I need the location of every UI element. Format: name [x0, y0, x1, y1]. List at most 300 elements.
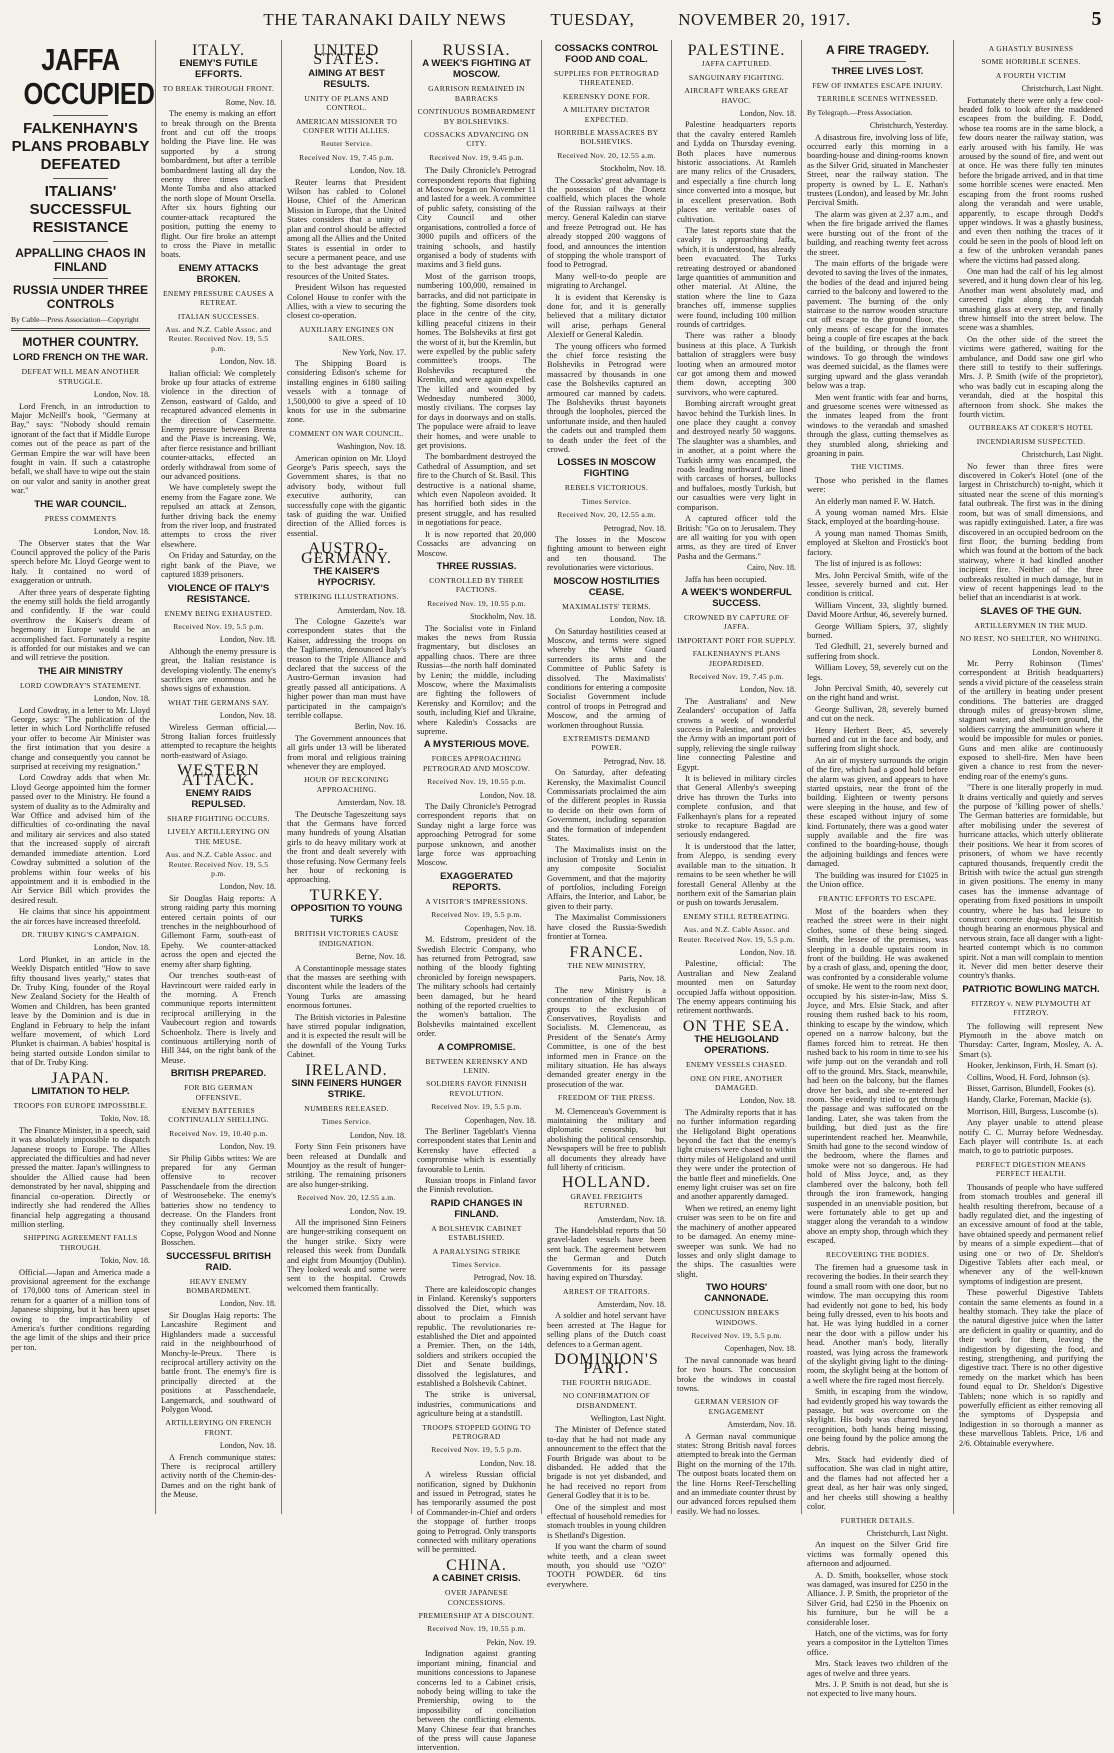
paragraph: The new Ministry is a concentration of the Republican groups to the exclusion of Conservatives, Royalists and Socialists. M. Clemenceau, as President of the Senate's Army Committee, is one of the best informed men in France on the military situation. He has always demanded greater energy in the prosecution of the war. — [547, 985, 666, 1089]
masthead-day: TUESDAY, — [550, 10, 635, 29]
service-line: Times Service. — [581, 496, 632, 506]
dateline: London, Nov. 18. — [739, 109, 796, 119]
paper-title: THE TARANAKI DAILY NEWS — [263, 10, 507, 29]
column-4 — [412, 40, 542, 1753]
dateline: Stockholm, Nov. 18. — [470, 612, 536, 622]
story-subhead: FURTHER DETAILS. — [840, 1515, 915, 1525]
dateline: London, Nov. 18. — [479, 1458, 536, 1468]
story-head: THE KAISER'S HYPOCRISY. — [313, 566, 380, 589]
story-subhead: INCENDIARISM SUSPECTED. — [976, 436, 1086, 446]
story-subhead: LIVELY ARTILLERYING ON THE MEUSE. — [167, 827, 270, 846]
paragraph: The Government announces that all girls under 13 will be liberated from moral and religious training whenever they are employed. — [287, 733, 406, 771]
paragraph: The main efforts of the brigade were devoted to saving the lives of the inmates, the bodies of the dead and injured being carried to the balcony and lowered to the pavement. The burning of the only staircase to the narrow wooden structure cut off escape to the ground floor, the only means of escape for the inmates being a couple of fire escapes at the back of the building, or through the front windows. To go through the windows was deemed suicidal, as the flames were surging upward and the glass verandah below was a trap. — [807, 258, 948, 391]
story-head: ENEMY RAIDS REPULSED. — [185, 788, 252, 810]
story-subhead: COSSACKS ADVANCING ON CITY. — [424, 130, 529, 149]
paragraph: It is believed in military circles that General Allenby's sweeping drive has thrown the Turks into complete confusion, and that Falkenhayn's plans for a repeated stroke to recapture Bagdad are seriously endangered. — [677, 774, 796, 840]
rule — [53, 278, 109, 279]
dateline: Christchurch, Last Night. — [1021, 450, 1103, 460]
received-line: Received Nov. 19, 10.55 p.m. — [427, 777, 526, 787]
paragraph: Sir Douglas Haig reports: The Lancashire Regiment and Highlanders made a successful raid in the neighbourhood of Monchy-le-Preux. There is reciprocal artillery activity on the battle front. The enemy's fire is principally directed at the positions at Passchendaele, Langemarck, and southward of Polygon Wood. — [161, 1310, 276, 1414]
story-subhead: FEW OF INMATES ESCAPE INJURY. — [812, 81, 943, 90]
story-subhead: FOR BIG GERMAN OFFENSIVE. — [184, 1083, 253, 1102]
dateline: Amsterdam, Nov. 18. — [597, 1299, 666, 1309]
advert: These powerful Digestive Tablets contain the same elements as found in a healthy stomach. They take the place of the natural digestive juice when the latter are deficient in quality or quantity, and do their work for them, leaving the indigestion by digesting the food, and resting, strengthening, and purifying the digestive tract. There is no other digestive remedy on the market which has been found equal to Dr. Sheldon's Digestive Tablets; none which is so rapidly and powerfully efficient as either removing all the symptoms of Dyspepsia and Indigestion in so thorough a manner as these marvellous Tablets. Price, 1/6 and 2/6. Obtainable everywhere. — [959, 1288, 1103, 1448]
story-subhead: STRIKING ILLUSTRATIONS. — [294, 592, 399, 602]
section-austro-germany: AUSTRO-GERMANY. — [301, 540, 392, 567]
paragraph: Bombing aircraft wrought great havoc behind the Turkish lines. In one place they caught a convoy and destroyed nearly 50 waggons. The slaughter was a shambles, and in another, at a point where the Turkish army was encamped, the roads leading northward are lined with carcases of horses, bullocks and buffaloes, mostly Turkish, but our casualties were very light in comparison. — [677, 399, 796, 512]
story-subhead: JAFFA CAPTURED. — [701, 59, 772, 69]
paragraph: On Friday and Saturday, on the right bank of the Piave, we captured 1839 prisoners. — [161, 551, 276, 580]
advert: One of the simplest and most effectual of household remedies for stomach troubles in young children is Shetland's Digestion. — [547, 1502, 666, 1540]
paragraph: "There is one literally properly in mud. It drains vertically and quietly and serves the purpose of 'killing power of shells.' The German batteries are formidable, but after mobilising under the severest of hurricane attacks, which utterly obliterate their positions. We hear it from scores of prisoners, of whom we have recently captured thousands, frequently credit the British with twice the actual gun strength in given positions. The enemy in many cases has the immense advantage of operating from fixed positions in unspoilt country, where he has had leisure to construct concrete dug-outs. The British though bearing an enormous physical and nervous strain, face all danger with a light-hearted contempt which is no common spirit. Not a man will complain to mention it. Never did men better deserve their country's thanks. — [959, 783, 1103, 981]
story-head: MOSCOW HOSTILITIES CEASE. — [553, 575, 660, 598]
section-japan: JAPAN. — [51, 1069, 110, 1087]
column-5 — [542, 40, 672, 1589]
paragraph: Official.—Japan and America made a provisional agreement for the exchange of 170,000 tons of American steel in return for a quarter of a million tons of Japanese shipping, but it has been upset owing to the impracticability of America's further conditions regarding the age limit of the ships and their price per ton. — [11, 1267, 150, 1352]
dateline: Petrograd, Nov. 18. — [603, 756, 666, 766]
masthead-date: NOVEMBER 20, 1917. — [678, 10, 851, 29]
story-head: BRITISH PREPARED. — [170, 1068, 267, 1080]
story-subhead: KERENSKY DONE FOR. — [562, 91, 651, 101]
story-subhead: PRESS COMMENTS — [44, 513, 117, 523]
paragraph: Ted Gledhill, 21, severely burned and suffering from shock. — [807, 642, 948, 661]
paragraph: American opinion on Mr. Lloyd George's Paris speech, says the Government shares, is that no advisory body, without full executive authority, can successfully cope with the gigantic task of guiding the war. Unified direction of the Allied forces is essential. — [287, 453, 406, 538]
story-subhead: A PARALYSING STRIKE — [432, 1246, 521, 1256]
story-subhead: OUTBREAKS AT COKER'S HOTEL — [969, 423, 1093, 433]
story-head-slaves: SLAVES OF THE GUN. — [980, 605, 1082, 617]
story-subhead: GARRISON REMAINED IN BARRACKS — [428, 84, 525, 103]
section-mother-country: MOTHER COUNTRY. — [22, 335, 139, 350]
paragraph: Collins, Wood, H. Ford, Johnson (s). — [967, 1072, 1090, 1082]
dateline: Wellington, Last Night. — [590, 1413, 666, 1423]
paragraph: The latest reports state that the cavalry is approaching Jaffa, which, it is understood, has already been evacuated. The Turks retreating destroyed or abandoned large quantities of ammunition and other material. At Altine, the station where the line to Gaza branches off, immense supplies were found, including 100 million rounds of cartridges. — [677, 225, 796, 329]
dateline: London, Nov. 18. — [219, 635, 276, 645]
service-line: Reuter Service. — [320, 139, 373, 149]
story-subhead: ENEMY STILL RETREATING. — [683, 911, 790, 921]
paragraph: We have completely swept the enemy from the Fagare zone. We repulsed an attack at Zenson, further driving back the enemy from the river loop, and frustrated attempts to cross the river elsewhere. — [161, 483, 276, 549]
page-number: 5 — [1091, 8, 1102, 30]
story-head: THREE LIVES LOST. — [831, 66, 924, 77]
story-subhead: AUXILIARY ENGINES ON SAILORS. — [299, 324, 394, 344]
received-line: Received Nov. 19, 10.55 p.m. — [427, 1624, 526, 1634]
dateline: London, Nov. 18. — [739, 947, 796, 957]
story-subhead: CONTINUOUS BOMBARDMENT BY BOLSHEVIKS. — [417, 107, 536, 126]
section-turkey: TURKEY. — [309, 886, 384, 904]
paragraph: M. Clemenceau's Government is maintaining the military and diplomatic censorship, but abolishing the political censorship. Newspapers will be free to publish all documents they already have full liberty of criticism. — [547, 1106, 666, 1173]
section-italy: ITALY. — [191, 42, 246, 59]
story-subhead: AMERICAN MISSIONER TO CONFER WITH ALLIES. — [295, 116, 398, 136]
story-head: SUCCESSFUL BRITISH RAID. — [166, 1250, 271, 1273]
received-line: Received Nov. 20, 12.55 a.m. — [557, 150, 656, 160]
dateline: London, Nov. 18. — [479, 790, 536, 800]
paragraph: Mrs. Stack had evidently died of suffocation. She was clad in night attire, and the flames had not affected her a great deal, as her hair was only singed, and her cheeks still showing a healthy color. — [807, 1455, 948, 1512]
column-7 — [802, 40, 954, 1699]
rule — [53, 115, 109, 116]
story-subhead: ONE ON FIRE, ANOTHER DAMAGED. — [690, 1073, 783, 1092]
story-subhead: CONTROLLED BY THREE FACTIONS. — [429, 575, 524, 595]
story-subhead: RECOVERING THE BODIES. — [825, 1249, 930, 1259]
story-head: THREE RUSSIAS. — [436, 560, 517, 572]
dateline: London, Nov. 19. — [349, 1206, 406, 1216]
story-subhead: HOUR OF RECKONING APPROACHING. — [304, 775, 389, 794]
paragraph: Many well-to-do people are migrating to Archangel. — [547, 271, 666, 291]
story-subhead: AIRCRAFT WREAKS GREAT HAVOC. — [684, 86, 789, 105]
paragraph: The Finance Minister, in a speech, said it was absolutely impossible to dispatch Japanese troops to Europe. The Allies appreciated the difficulties and had never pressed the matter. Japan's willingness to shoulder the Allied cause had been demonstrated by her naval, shipping and financial co-operation. Directly or indirectly she had rendered the Allies financial help aggregating a thousand million sterling. — [11, 1125, 150, 1229]
dateline: Cairo, Nov. 18. — [746, 563, 796, 573]
story-head: COSSACKS CONTROL FOOD AND COAL. — [554, 43, 659, 65]
paragraph: It is evident that Kerensky is done for, and it is generally believed that a military dictator will arise, perhaps General Alexieff or General Kaledin. — [547, 292, 666, 340]
story-subhead: PREMIERSHIP AT A DISCOUNT. — [418, 1611, 535, 1621]
paragraph: Men went frantic with fear and burns, and gruesome scenes were witnessed as the inmates leaped from the front windows to the verandah and smashed through the glass, cutting themselves as they stumbled along, shrieking and groaning in pain. — [807, 392, 948, 459]
story-head: A WEEK'S WONDERFUL SUCCESS. — [681, 586, 792, 609]
dateline: Amsterdam, Nov. 18. — [597, 1214, 666, 1224]
subhead-falkenhayn: FALKENHAYN'S PLANS PROBABLY DEFEATED — [11, 120, 150, 173]
story-subhead: FORCES APPROACHING PETROGRAD AND MOSCOW. — [422, 754, 531, 773]
paragraph: A young woman named Mrs. Elsie Stack, employed at the boarding-house. — [807, 508, 948, 527]
paragraph: An elderly man named F. W. Hatch. — [815, 496, 936, 506]
story-subhead: FITZROY v. NEW PLYMOUTH AT FITZROY. — [971, 998, 1091, 1018]
paragraph: Lord Plunket, in an article in the Weekly Dispatch entitled "How to save fifty thousand lives yearly," states that Dr. Truby King, founder of the Royal New Zealand Society for the Health of Women and Children, has been granted leave by the Dominion and is due in England in February to help the infant welfare movement, of which Lord Plunket is chairman. A babies' hospital is being started outside London similar to that of Dr. Truby King. — [11, 954, 150, 1068]
paragraph: A soldier and hotel servant have been arrested at The Hague for selling plans of the Dutch coast defences to a German agent. — [547, 1311, 666, 1349]
story-subhead: LORD COWDRAY'S STATEMENT. — [19, 680, 142, 690]
story-subhead: FRANTIC EFFORTS TO ESCAPE. — [818, 893, 937, 903]
dateline: London, Nov. 18. — [219, 1441, 276, 1451]
rule — [53, 241, 109, 242]
main-headline: JAFFA OCCUPIED — [23, 42, 155, 111]
received-line: Aus. and N.Z. Cable Assoc. and Reuter. Received Nov. 19, 5.5 p.m. — [165, 324, 272, 353]
paragraph: There was rather a bloody business at this place. A Turkish battalion of stragglers were busy looting when an armoured motor car got among them and mowed them down, accepting 300 survivors, who were captured. — [677, 331, 796, 397]
paragraph: On Saturday hostilities ceased at Moscow, and terms were signed whereby the White Guard surrenders its arms and the Committee of Public Safety is dissolved. The Maximalists' conditions for entering a composite Socialist Government include control of troops in Petrograd and Moscow, and the arming of workmen throughout Russia. — [547, 626, 666, 730]
paragraph: George Sullivan, 28, severely burned and cut on the neck. — [807, 704, 948, 724]
paragraph: The Minister of Defence stated to-day that he had not made any announcement to the effect that the Fourth Brigade was about to be disbanded. He added that the brigade is not yet disbanded, and he had received no report from General Godley that it is to be. — [547, 1425, 666, 1501]
story-head: ENEMY ATTACKS BROKEN. — [178, 262, 259, 285]
story-subhead: ARREST OF TRAITORS. — [563, 1286, 650, 1296]
story-subhead: BRITISH VICTORIES CAUSE INDIGNATION. — [294, 929, 399, 948]
paragraph: A Constantinople message states that the masses are seething with discontent while the leaders of the Young Turks are amassing enormous fortunes. — [287, 963, 406, 1011]
paragraph: Mr. Perry Robinson (Times' correspondent at British headquarters) sends a vivid picture of the ceaseless strain of the artillery in beating under present conditions. The batteries are dragged through miles of greasy-brown slime, stagnant water, and shell-torn ground, the soldiers carrying the ammunition where it would be impossible for mules or ponies. Guns and men alike are continuously exposed to shell-fire. Men have been given a chance to rest from the never-ending roar of the enemy's guns. — [959, 658, 1103, 781]
story-subhead: DR. TRUBY KING'S CAMPAIGN. — [21, 929, 140, 939]
section-palestine: PALESTINE. — [687, 42, 786, 59]
dateline: London, Nov. 18. — [93, 390, 150, 400]
paragraph: Fortunately there were only a few cool-headed folk to look after the maddened escapees from the building. F. Dodd, whose tea rooms are in the same block, a few doors nearer the railway station, was early aroused with his family. He was aroused by the sound of fire, and went out at once. He was there fully ten minutes before the brigade arrived, and in that time some horrible scenes were enacted. Men escaping from the front rooms rushed along the verandah and were unable, apparently, to escape through Dodd's upper windows. It was a ghastly business, and even then nothing the traces of it could be seen in the pools of blood left on a few of the unbroken verandah panes where the victims had passed along. — [959, 95, 1103, 265]
story-subhead: FREEDOM OF THE PRESS. — [558, 1093, 655, 1103]
paragraph: No fewer than three fires were discovered in Coker's Hotel (one of the largest in Christchurch) to-night, which it situated near the scene of this morning's fatal outbreak. The first was in the dining room, but was of small dimensions, and was rapidly extinguished. Later, a fire was discovered in an occupied bedroom on the first floor, the burning bedding from which was found at the bottom of the back stairway, where it had kindled another incipient fire. Neither of the three outbreaks resulted in much damage, but in view of recent happenings lead to the belief that an incendiarist is at work. — [959, 461, 1103, 603]
paragraph: The alarm was given at 2.37 a.m., and when the fire brigade arrived the flames were bursting out of the front of the building, and reaching twenty feet across the street. — [807, 209, 948, 257]
paragraph: Those who perished in the flames were: — [807, 475, 948, 495]
column-2 — [156, 40, 282, 1514]
paragraph: The following will represent New Plymouth in the above match on Thursday: Carter, Ingram, Mosley, A. A. Smart (s). — [959, 1021, 1103, 1059]
story-subhead: TROOPS FOR EUROPE IMPOSSIBLE. — [13, 1101, 148, 1111]
received-line: Received Nov. 20, 12.55 a.m. — [557, 510, 656, 520]
paragraph: Most of the garrison troops, numbering 100,000, remained in barracks, and did not participate in the fighting. Some disorders took place in the centre of the city, killing peaceful citizens in their homes. The Bolsheviks at first got the worst of it, but the Kremlin, but were expelled by the public safety committee's troops. The Bolsheviks recaptured the Kremlin, and were again expelled. The killed and wounded by Wednesday numbered 3000, mostly civilians. The corpses lay for days in doorways and on stalls. The populace were afraid to leave their homes, and were unable to get provisions. — [417, 271, 536, 451]
story-subhead: SHIPPING AGREEMENT FALLS THROUGH. — [23, 1233, 138, 1252]
byline: By Cable—Press Association—Copyright — [11, 315, 139, 324]
paragraph: Handy, Clarke, Foreman, Mackie (s). — [967, 1095, 1092, 1105]
dateline: Washington, Nov. 18. — [336, 442, 406, 452]
story-subhead: A FOURTH VICTIM — [995, 70, 1067, 80]
dateline: Pekin, Nov. 19. — [486, 1637, 536, 1647]
story-subhead: HORRIBLE MASSACRES BY BOLSHEVIKS. — [554, 128, 659, 147]
paragraph: The Daily Chronicle's Petrograd correspondent reports that fighting at Moscow began on November 11 and lasted for a week. A committee of public safety, consisting of the City Council and other organisations, controlled a force of 3000 pupils and officers of the training schools, and hastily organised a body of students with maxims and 3 field guns. — [417, 166, 536, 270]
paragraph: Henry Herbert Beer, 45, severely burned and cut in the face and body, and suffering from slight shock. — [807, 725, 948, 754]
service-line: Times Service. — [321, 1117, 372, 1127]
rule — [53, 178, 109, 179]
paragraph: A. D. Smith, bookseller, whose stock was damaged, was insured for £250 in the Alliance. J. P. Smith, the proprietor of the Silver Grid, had £250 in the Phoenix on his furniture, but he will be a considerable loser. — [807, 1570, 948, 1627]
paragraph: A disastrous fire, involving loss of life, occurred early this morning in a boarding-house and dining-rooms known as the Silver Grid, situated in Manchester Street, near the railway station. The property is owned by L. E. Nathan's trustees (London), and leased by Mr. John Percival Smith. — [807, 132, 948, 208]
received-line: Received Nov. 19, 7.45 p.m. — [689, 671, 784, 681]
dateline: London, Nov. 18. — [93, 694, 150, 704]
dateline: Christchurch, Last Night. — [1021, 84, 1103, 94]
dateline: Tokio, Nov. 18. — [100, 1114, 150, 1124]
paragraph: The losses in the Moscow fighting amount to between eight and ten thousand. The revolutionaries were victorious. — [547, 535, 666, 573]
story-head: LORD FRENCH ON THE WAR. — [12, 352, 149, 364]
paragraph: The bombardment destroyed the Cathedral of Assumption, and set fire to the Church of St. Basil. This destructive is a national shame, which even Napoleon avoided. It has horrified both sides in the present struggle, and has resulted in negotiations for peace. — [417, 452, 536, 528]
story-subhead: CONCUSSION BREAKS WINDOWS. — [693, 1308, 780, 1327]
story-subhead: ENEMY BATTERIES CONTINUALLY SHELLING. — [168, 1105, 269, 1125]
paragraph: An air of mystery surrounds the origin of the fire, which had a good hold before the alarm was given, and appears to have started upstairs, near the front of the building. Eighteen or twenty persons were sleeping in the house, and few of these escaped without injury of some kind. Fortunately, there was a good water supply available and the fire was confined to the boarding-house, though the adjoining buildings and fences were damaged. — [807, 755, 948, 869]
paragraph: Forty Sinn Fein prisoners have been released at Dundalk and Mountjoy as the result of hunger-striking. The remaining prisoners are also hunger-striking. — [287, 1142, 406, 1189]
dateline: Amsterdam, Nov. 18. — [337, 605, 406, 615]
story-head: EXAGGERATED REPORTS. — [440, 870, 513, 893]
dateline: Berlin, Nov. 16. — [354, 722, 406, 732]
paragraph: Reuter learns that President Wilson has cabled to Colonel House, Chief of the American Mission in Europe, that the United States considers that a unity of plan and control should be affected among all the Allies and the United States is essential in order to secure a permanent peace, and use to the best advantage the great resources of the United States. — [287, 177, 406, 281]
story-subhead: ENEMY BEING EXHAUSTED. — [164, 608, 273, 618]
received-line: Aus. and N.Z. Cable Assoc. and Reuter. Received Nov. 19, 5.5 p.m. — [678, 925, 795, 944]
paragraph: Any player unable to attend please notify C. C. Murray before Wednesday. Each player will contribute 1s. at each match, to go to patriotic purposes. — [959, 1118, 1103, 1156]
dateline: London, Nov. 18. — [349, 1130, 406, 1140]
story-subhead: CROWNED BY CAPTURE OF JAFFA. — [684, 612, 789, 632]
received-line: Received Nov. 19, 7.45 p.m. — [299, 152, 394, 162]
story-head: RAPID CHANGES IN FINLAND. — [430, 1197, 523, 1220]
dateline: London, Nov. 18. — [739, 685, 796, 695]
paragraph: The Observer states that the War Council approved the policy of the Paris speech before Mr. Lloyd George went to Italy. It contained no word of exaggeration or untruth. — [11, 538, 150, 586]
received-line: Aus. and N.Z. Cable Assoc. and Reuter. Received Nov. 19, 5.5 p.m. — [165, 850, 272, 879]
dateline: Amsterdam, Nov. 18. — [727, 1420, 796, 1430]
dateline: Petrograd, Nov. 18. — [473, 1273, 536, 1283]
story-subhead: A GHASTLY BUSINESS — [988, 44, 1074, 53]
story-subhead: REBELS VICTORIOUS. — [564, 483, 649, 493]
paragraph: Russian troops in Finland favor the Finnish revolution. — [417, 1176, 536, 1195]
story-subhead: SUPPLIES FOR PETROGRAD THREATENED. — [554, 69, 659, 88]
story-head: VIOLENCE OF ITALY'S RESISTANCE. — [167, 582, 270, 605]
story-subhead: BETWEEN KERENSKY AND LENIN. — [425, 1056, 528, 1075]
dateline: Rome, Nov. 18. — [225, 97, 276, 107]
subhead-russia: RUSSIA UNDER THREE CONTROLS — [13, 283, 148, 311]
paragraph: Smith, in escaping from the window, had evidently groped his way towards the passage, but was overcome on the skylight. His body was charred beyond recognition, both hands being missing, one being found by the police among the debris. — [807, 1387, 948, 1453]
paragraph: Wireless German official.—Strong Italian forces fruitlessly attempted to recapture the heights north-eastward of Asiago. — [161, 722, 276, 760]
paragraph: The young officers who formed the chief force resisting the Bolsheviks in Petrograd were massacred by thousands in one case the Bolsheviks captured an armoured car manned by cadets. The Bolsheviks thrust bayonets through the loopholes, pierced the unfortunate inside, and then hauled the cadets out and trampled them to death under the feet of the crowd. — [547, 341, 666, 455]
dateline: Christchurch, Yesterday. — [869, 121, 948, 131]
dateline: Amsterdam, Nov. 18. — [337, 798, 406, 808]
story-head: A MYSTERIOUS MOVE. — [423, 739, 530, 751]
paragraph: William Lovey, 59, severely cut on the legs. — [807, 663, 948, 682]
story-subhead: DEFEAT WILL MEAN ANOTHER STRUGGLE. — [21, 367, 140, 386]
rule — [11, 328, 150, 331]
story-head: THE HELIGOLAND OPERATIONS. — [694, 1034, 779, 1057]
paragraph: Most of the boarders when they reached the street were in their night clothes, some of these being singed. Smith, the lessee of the premises, was sleeping in a double upstairs room in front of the building. He was awakened by a crash of glass, and, opening the door, was confronted by a considerable volume of smoke. He went to the room next door, occupied by his sister-in-law, Miss S. Joyce, and Mrs. Elsie Stack, and after rousing them rushed back to his room, thinking to escape by the window, which opened on a narrow balcony, but the flames forced him to retreat. He then rushed back to his room in time to see his wife jump out on the verandah and roll off to the ground. Mrs. Stack, meanwhile, had been on the balcony, but the flames drove her back, and she re-entered her room. She evidently tried to get through the passage and was suffocated on the landing. Later, she was taken from the building, but died just as the fire superintendent reached her. Meanwhile, Smith had gone to the second window of the bedroom, where the flames and smoke were not so dangerous. He had hold of Miss Joyce, and, as they clambered over the balcony, both fell through the iron framework, hanging suspended in an unenviable position, but were fortunately able to get up and stagger along the verandah to a window above an empty shop, through which they escaped. — [807, 906, 948, 1246]
section-china: CHINA. — [446, 1556, 507, 1574]
paragraph: The Maximalist Commissioners have closed the Russia-Swedish frontier at Tornea. — [547, 913, 666, 942]
section-western-attack: WESTERN ATTACK. — [177, 762, 260, 789]
paragraph: A captured officer told the British: "Go on to Jerusalem. They are all waiting for you with open arms, as they are tired of Enver Pasha and the Germans." — [677, 514, 796, 561]
story-subhead: GERMAN VERSION OF ENGAGEMENT — [694, 1397, 779, 1416]
paragraph: The Admiralty reports that it has no further information regarding the Heligoland Bight operations beyond the fact that the enemy's light cruisers were chased to within thirty miles of Heligoland and until they were under the protection of the battle fleet and minefields. One enemy light cruiser was set on fire and another apparently damaged. — [677, 1107, 796, 1202]
paragraph: The Daily Chronicle's Petrograd correspondent reports that on Sunday night a large force was approaching Petrograd for some purpose unknown, and another large force was approaching Moscow. — [417, 802, 536, 868]
paragraph: He claims that since his appointment the air forces have increased threefold. — [11, 907, 150, 926]
story-subhead: SHARP FIGHTING OCCURS. — [167, 814, 270, 823]
column-6 — [672, 40, 802, 1514]
story-subhead: ARTILLERYING ON FRENCH FRONT. — [165, 1418, 272, 1437]
story-subhead: ENEMY PRESSURE CAUSES A RETREAT. — [162, 288, 275, 308]
paragraph: Although the enemy pressure is great, the Italian resistance is developing violently. The enemy's sacrifices are enormous and he shows signs of exhaustion. — [161, 646, 276, 694]
dateline: Copenhagen, Nov. 18. — [724, 1344, 796, 1354]
paragraph: The Socialist vote in Finland makes the news from Russia fragmentary, but discloses an appalling chaos. There are three Russias—the north half dominated by Lenin; the middle, including Moscow, where the Maximalists are fighting the followers of Kerensky and Kornilov; and the south, including Kief and Ukraine, where Kaledin's Cossacks are supreme. — [417, 623, 536, 736]
paragraph: Mrs. Stack leaves two children of the ages of twelve and three years. — [807, 1659, 948, 1678]
story-subhead: GRAVEL FREIGHTS RETURNED. — [570, 1191, 643, 1211]
section-ireland: IRELAND. — [305, 1061, 388, 1079]
paragraph: Italian official: We completely broke up four attacks of extreme violence in the direction of Zenson, eastward of Galdo, and recaptured advanced elements in the direction of Casermette. Enemy pressure between Brenta and the Piave is increasing. We, after fierce resistance and brilliant counter-attacks, effected an orderly withdrawal from some of our advanced positions. — [161, 368, 276, 482]
paragraph: Mrs. John Percival Smith, wife of the lessee, severely burned and cut. Her condition is critical. — [807, 570, 948, 599]
dateline: London, Nov. 18. — [219, 357, 276, 367]
story-subhead: A VISITOR'S IMPRESSIONS. — [425, 896, 528, 906]
paragraph: The Cossacks' great advantage is the possession of the Donetz coalfield, which places the whole of the Russian railways at their mercy. General Kaledin can starve and freeze Petrograd out. He has already stopped 200 waggons of food, and announces the intention of stopping the whole transport of food to Petrograd. — [547, 175, 666, 270]
story-subhead: ENEMY VESSELS CHASED. — [685, 1060, 788, 1070]
dateline: Copenhagen, Nov. 18. — [464, 923, 536, 933]
paragraph: Sir Philip Gibbs writes: We are prepared for any German offensive to recover Passchendaele from the direction of Westroosebeke. The enemy's batteries show no tendency to decrease. On the Flanders front they continually shell Inverness Copse, Polygon Wood and Nonne Bosschen. — [161, 1153, 276, 1248]
story-head: THE WAR COUNCIL. — [34, 498, 127, 510]
story-head: SINN FEINERS HUNGER STRIKE. — [291, 1077, 402, 1100]
paragraph: There are kaleidoscopic changes in Finland. Kerensky's supporters dissolved the Diet, which was about to proclaim a Finnish republic. The revolutionaries re-established the Diet and appointed a Premier. Then, on the 14th, soldiers and strikers occupied the Diet and Senate buildings, dissolved the legislatures, and established a Bolshevik Cabinet. — [417, 1284, 536, 1388]
dateline: London, Nov. 18. — [609, 615, 666, 625]
paragraph: The Australians' and New Zealanders' occupation of Jaffa crowns a week of wonderful success in Palestine, and provides the Army with an important port of supply, relieving the single railway line connecting Palestine and Egypt. — [677, 696, 796, 772]
paragraph: On Saturday, after defeating Kerensky, the Maximalist Council Commissariats proclaimed the aim of the different peoples in Russia to decide on their own form of Government, including separation and the formation of independent States. — [547, 768, 666, 844]
story-head: A COMPROMISE. — [437, 1041, 516, 1053]
story-subhead: ITALIAN SUCCESSES. — [177, 311, 260, 321]
section-france: FRANCE. — [569, 943, 644, 961]
paragraph: The Cologne Gazette's war correspondent states that the Kaiser, addressing the troops on the Tagliamento, denounced Italy's treason to the Triple Alliance and declared that the success of the Austro-German invasion had greatly passed all anticipations. A higher power than man must have participated in the campaign's terrible collapse. — [287, 616, 406, 720]
paragraph: Mrs. J. P. Smith is not dead, but she is not expected to live many hours. — [807, 1680, 948, 1699]
paragraph: A young man named Thomas Smith, employed at Skelton and Frostick's boot factory. — [807, 528, 948, 557]
dateline: Petrograd, Nov. 18. — [603, 523, 666, 533]
paragraph: The enemy is making an effort to break through on the Brenta front and cut off the troops holding the Piave line. He was supported by a strong bombardment, but after a terrible bombardment lasting all day the enemy three times attacked Monte Tomba and also attacked the north slope of Mount Orsella. After six hours fighting our counter-attack recaptured the position, putting the enemy to flight. Our fire broke an attempt to cross the Piave in metallic boats. — [161, 109, 276, 260]
received-line: Received Nov. 19, 5.5 p.m. — [431, 1445, 522, 1455]
dateline: New York, Nov. 17. — [342, 347, 406, 357]
story-subhead: TO BREAK THROUGH FRONT. — [162, 84, 275, 94]
story-subhead: THE NEW MINISTRY, — [567, 960, 646, 970]
byline: By Telegraph.—Press Association. — [807, 107, 913, 117]
received-line: Received Nov. 19, 5.5 p.m. — [431, 910, 522, 920]
story-subhead: NUMBERS RELEASED. — [304, 1103, 389, 1113]
story-subhead: NO CONFIRMATION OF DISBANDMENT. — [562, 1391, 651, 1410]
advert: If you want the charm of sound white teeth, and a clean sweet mouth, you should use "OZO" TOOTH POWDER. 6d tins everywhere. — [547, 1542, 666, 1589]
subhead-finland: APPALLING CHAOS IN FINLAND — [15, 246, 146, 274]
paragraph: William Vincent, 33, slightly burned. David Moore Arthur, 46, severely burned. — [807, 600, 948, 620]
paragraph: President Wilson has requested Colonel House to confer with the Allies, with a view to securing the closest co-operation. — [287, 283, 406, 321]
paragraph: John Percival Smith, 40, severely cut on the right hand and wrist. — [807, 683, 948, 703]
paragraph: All the imprisoned Sinn Feiners are hunger-striking consequent on the hunger strike. Sixty were released this week from Dundalk and eight from Mountjoy (Dublin). They looked weak and some were sent to the hospital. Crowds welcomed them frantically. — [287, 1218, 406, 1293]
story-subhead: SOLDIERS FAVOR FINNISH REVOLUTION. — [426, 1079, 527, 1098]
section-russia: RUSSIA. — [442, 42, 511, 59]
story-head: LOSSES IN MOSCOW FIGHTING — [557, 457, 656, 480]
dateline: London, Nov. 18. — [739, 1096, 796, 1106]
paragraph: The Shipping Board is considering Edison's scheme for installing engines in 6180 sailing vessels with a tonnage of 1,500,000 to give a speed of 10 knots for use in the submarine zone. — [287, 358, 406, 425]
dateline: London, Nov. 19. — [219, 1142, 276, 1152]
dateline: Copenhagen, Nov. 18. — [464, 1115, 536, 1125]
paragraph: One man had the calf of his leg almost severed, and it hung down clear of his leg. Another man went absolutely mad, and careered right along the verandah smashing glass at every step, and finally threw himself into the street below. The scene was a shambles. — [959, 266, 1103, 333]
paragraph: M. Edstrom, president of the Swedish Electric Company, who has returned from Petrograd, saw nothing of the bloody fighting chronicled by foreign newspapers. The military schools had certainly been damaged, but he heard nothing of the reported cruelties to the women's battalion. The Bolsheviks maintained excellent order. — [417, 935, 536, 1039]
column-1 — [6, 40, 156, 1514]
dateline: Tokio, Nov. 18. — [100, 1256, 150, 1266]
paragraph: A French communique states: There is reciprocal artillery activity north of the Chemin-des-Dames and on the right bank of the Meuse. — [161, 1452, 276, 1500]
paragraph: Lord Cowdray, in a letter to Mr. Lloyd George, says: "The publication of the letter in which Lord Northcliffe refused your offer to become Air Minister was the first intimation that you desire a change and consequently you cannot be surprised at receiving my resignation." — [11, 705, 150, 772]
dateline: Paris, Nov. 18. — [618, 974, 666, 984]
dateline: London, Nov. 18. — [219, 882, 276, 892]
rule — [849, 61, 905, 62]
subhead-italians: ITALIANS' SUCCESSFUL RESISTANCE — [29, 183, 132, 236]
paragraph: The list of injured is as follows: — [815, 559, 922, 569]
story-head: OPPOSITION TO YOUNG TURKS — [290, 903, 403, 926]
story-subhead: FALKENHAYN'S PLANS JEOPARDISED. — [692, 649, 781, 668]
story-subhead: THE VICTIMS. — [850, 462, 905, 472]
section-united-states: UNITED STATES. — [313, 42, 380, 69]
paragraph: After three years of desperate fighting the enemy still holds the field arrogantly and confidently. If the war could overthrow the Kaiser's dream of hegemony in Europe would be an accomplished fact. Fortunately a respite is afforded for our mistakes and we can and will retrieve the position. — [11, 587, 150, 663]
dateline: Christchurch, Last Night. — [866, 1528, 948, 1538]
story-subhead: TROOPS STOPPED GOING TO PETROGRAD — [422, 1422, 531, 1441]
story-head: AIMING AT BEST RESULTS. — [308, 67, 385, 90]
story-subhead: SANGUINARY FIGHTING. — [688, 72, 785, 82]
paragraph: Bisset, Garrison, Blundell, Fookes (s). — [967, 1084, 1096, 1094]
dateline: London, Nov. 18. — [349, 166, 406, 176]
paragraph: The building was insured for £1025 in the Union office. — [807, 870, 948, 890]
paragraph: An inquest on the Silver Grid fire victims was formally opened this afternoon and adjourned. — [807, 1540, 948, 1569]
paragraph: The strike is universal, industries, communications and agriculture being at a standstill. — [417, 1390, 536, 1419]
masthead — [0, 0, 1114, 40]
story-head: ENEMY'S FUTILE EFFORTS. — [179, 58, 258, 81]
story-subhead: MAXIMALISTS' TERMS. — [562, 601, 651, 611]
received-line: Received Nov. 19, 5.5 p.m. — [173, 621, 264, 631]
paragraph: The firemen had a gruesome task in recovering the bodies. In their search they found a small room with one door, but no window. The man occupying this room had evidently not gone to bed, his body being fully dressed, even to his boots and hat. He was lying huddled in a corner near the door with a pillow under his head. Another man's body, literally roasted, was lying across the framework of the skylight giving light to the dining-room, the skylight being at the bottom of a well where the fire raged most fiercely. — [807, 1262, 948, 1385]
dateline: Berne, Nov. 18. — [355, 952, 406, 962]
dateline: London, Nov. 18. — [219, 711, 276, 721]
dateline: London, Nov. 18. — [93, 943, 150, 953]
paragraph: The Deutsche Tageszeitung says that the Germans have forced many hundreds of young Alsatian girls to do heavy military work at the front and dealt severely with those refusing. Now Germany feels her hour of reckoning is approaching. — [287, 809, 406, 885]
section-holland: HOLLAND. — [561, 1174, 652, 1192]
story-head: TWO HOURS' CANNONADE. — [704, 1282, 769, 1305]
story-subhead: A MILITARY DICTATOR EXPECTED. — [562, 105, 651, 124]
service-line: Times Service. — [451, 1260, 502, 1270]
paragraph: Lord French, in an introduction to Major McNeill's book, "Germany at Bay," says: "Nobody should remain ignorant of the fact that if Middle Europe comes out of the peace as part of the German Empire the war will have been fought in vain. If such a catastrophe befall, we shall have to wipe out the stain on our valor and sanity in another great war." — [11, 401, 150, 496]
story-subhead: OVER JAPANESE CONCESSIONS. — [445, 1588, 508, 1607]
column-8 — [954, 40, 1108, 1514]
column-3 — [282, 40, 412, 1514]
story-subhead: HEAVY ENEMY BOMBARDMENT. — [186, 1276, 251, 1296]
story-subhead: EXTREMISTS DEMAND POWER. — [562, 733, 651, 753]
paragraph: On the other side of the street the victims were gathered, waiting for the ambulance, and Dodd saw one girl who there still to testify to their sufferings. Mrs. J. P. Smith (wife of the proprietor), who was badly cut in escaping along the verandah, died at the hospital this afternoon from shock. She makes the fourth victim. — [959, 334, 1103, 420]
paragraph: It is now reported that 20,000 Cossacks are advancing on Moscow. — [417, 529, 536, 558]
dateline: London, November 8. — [1032, 647, 1103, 657]
paragraph: It is understood that the latter, from Aleppo, is sending every available man to the situation. It remains to be seen whether he will forestall General Allenby at the northern exit of the Samarian plain or push on towards Jerusalem. — [677, 841, 796, 908]
story-subhead: UNITY OF PLANS AND CONTROL. — [304, 93, 389, 113]
story-head: A CABINET CRISIS. — [432, 1573, 521, 1585]
story-head: THE AIR MINISTRY — [37, 665, 124, 677]
paragraph: The naval cannonade was heard for two hours. The concussion broke the windows in coastal towns. — [677, 1355, 796, 1393]
received-line: Received Nov. 19, 5.5 p.m. — [431, 1102, 522, 1112]
paragraph: Jaffa has been occupied. — [685, 574, 767, 584]
paragraph: George William Spiers, 37, slightly burned. — [807, 621, 948, 640]
paragraph: When we retired, an enemy light cruiser was seen to be on fire and the machinery of another appeared to be damaged. An enemy mine-sweeper was sunk. We had no losses and only slight damage to the ships. The casualties were slight. — [677, 1203, 796, 1279]
story-subhead: A BOLSHEVIK CABINET ESTABLISHED. — [431, 1223, 522, 1243]
paragraph: Morrison, Hill, Burgess, Luscombe (s). — [967, 1106, 1099, 1116]
